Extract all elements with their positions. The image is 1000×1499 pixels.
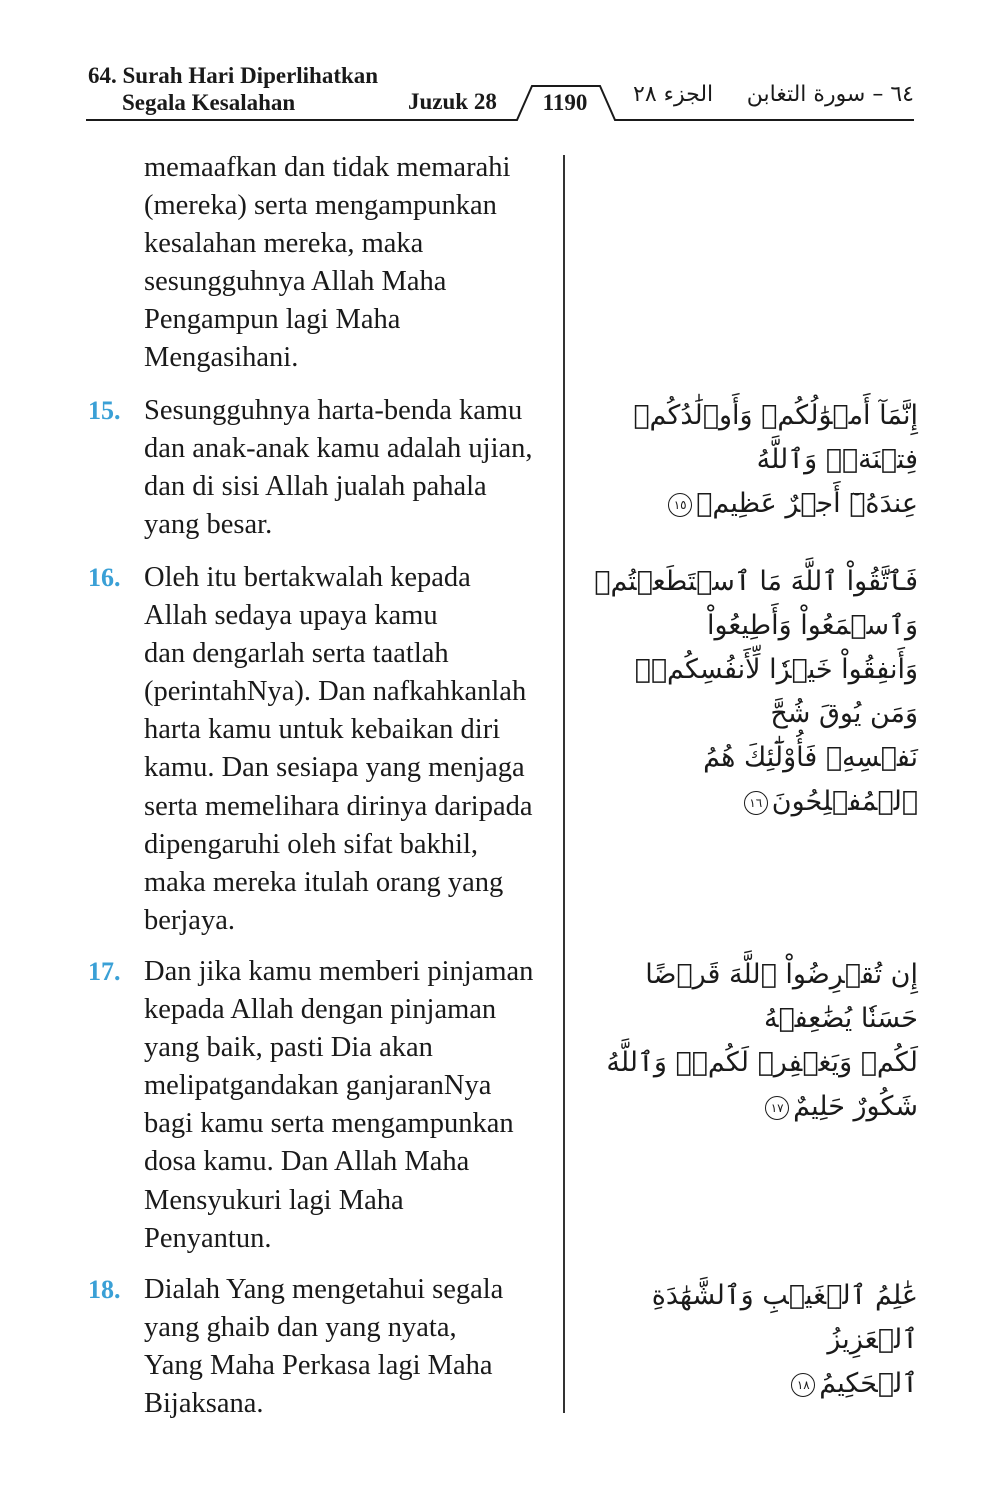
ayah-end-marker: ١٥ <box>668 493 692 517</box>
verse-arabic <box>583 560 918 824</box>
arabic-text: إِن تُقۡرِضُواْ ٱللَّهَ قَرۡضًا حَسَنٗا يُضَٰعِفۡهُ لَكُمۡ وَيَغۡفِرۡ لَكُمۡۚ وَٱللَّهُ شَكُورٌ حَلِيمٌ <box>606 959 918 1122</box>
page-number: 1190 <box>542 90 588 115</box>
verse-number: 18. <box>88 1275 121 1304</box>
verse-arabic <box>583 1274 918 1406</box>
verse-translation: Sesungguhnya harta-benda kamu dan anak-anak kamu adalah ujian, dan di sisi Allah jualah pahala yang besar. <box>144 395 533 541</box>
verse-arabic <box>583 394 918 526</box>
arabic-text: فَٱتَّقُواْ ٱللَّهَ مَا ٱسۡتَطَعۡتُمۡ وَٱسۡمَعُواْ وَأَطِيعُواْ وَأَنفِقُواْ خَيۡرٗا لِّأَنفُسِكُمۡۗ وَمَن يُوقَ شُحَّ نَفۡسِهِۦ فَأُوْلَٰٓئِكَ هُمُ ٱلۡمُفۡلِحُونَ <box>594 566 918 817</box>
ayah-end-marker: ١٧ <box>765 1096 789 1120</box>
continuation-text: memaafkan dan tidak memarahi (mereka) serta mengampunkan kesalahan mereka, maka sesungguhnya Allah Maha Pengampun lagi Maha Mengasihani. <box>144 152 511 374</box>
surah-title-line2: Segala Kesalahan <box>122 90 296 115</box>
verse-arabic <box>583 953 918 1129</box>
verse-translation: Oleh itu bertakwalah kepada Allah sedaya upaya kamu dan dengarlah serta taatlah (perintahNya). Dan nafkahkanlah harta kamu untuk kebaikan diri kamu. Dan sesiapa yang menjaga serta memelihara dirinya daripada dipengaruhi oleh sifat bakhil, maka mereka itulah orang yang berjaya. <box>144 562 533 936</box>
verse-translation: Dialah Yang mengetahui segala yang ghaib dan yang nyata, Yang Maha Perkasa lagi Maha Bijaksana. <box>144 1274 504 1420</box>
surah-title-line1: 64. Surah Hari Diperlihatkan <box>88 63 379 88</box>
arabic-surah-title: ٦٤ – سورة التغابن <box>746 82 914 107</box>
ayah-end-marker: ١٨ <box>791 1373 815 1397</box>
verse-translation: Dan jika kamu memberi pinjaman kepada Allah dengan pinjaman yang baik, pasti Dia akan melipatgandakan ganjaranNya bagi kamu serta mengampunkan dosa kamu. Dan Allah Maha Mensyukuri lagi Maha Penyantun. <box>144 956 534 1254</box>
verse-number: 15. <box>88 396 121 425</box>
arabic-juz-label: الجزء ٢٨ <box>633 82 714 107</box>
arabic-text: إِنَّمَآ أَمۡوَٰلُكُمۡ وَأَوۡلَٰدُكُمۡ فِتۡنَةٞۚ وَٱللَّهُ عِندَهُۥٓ أَجۡرٌ عَظِيمٞ <box>633 400 918 519</box>
verse-number: 16. <box>88 563 121 592</box>
juzuk-label: Juzuk 28 <box>408 89 497 114</box>
header-rule <box>0 0 1000 130</box>
arabic-text: عَٰلِمُ ٱلۡغَيۡبِ وَٱلشَّهَٰدَةِ ٱلۡعَزِيزُ ٱلۡحَكِيمُ <box>651 1280 918 1399</box>
ayah-end-marker: ١٦ <box>744 791 768 815</box>
verse-number: 17. <box>88 957 121 986</box>
